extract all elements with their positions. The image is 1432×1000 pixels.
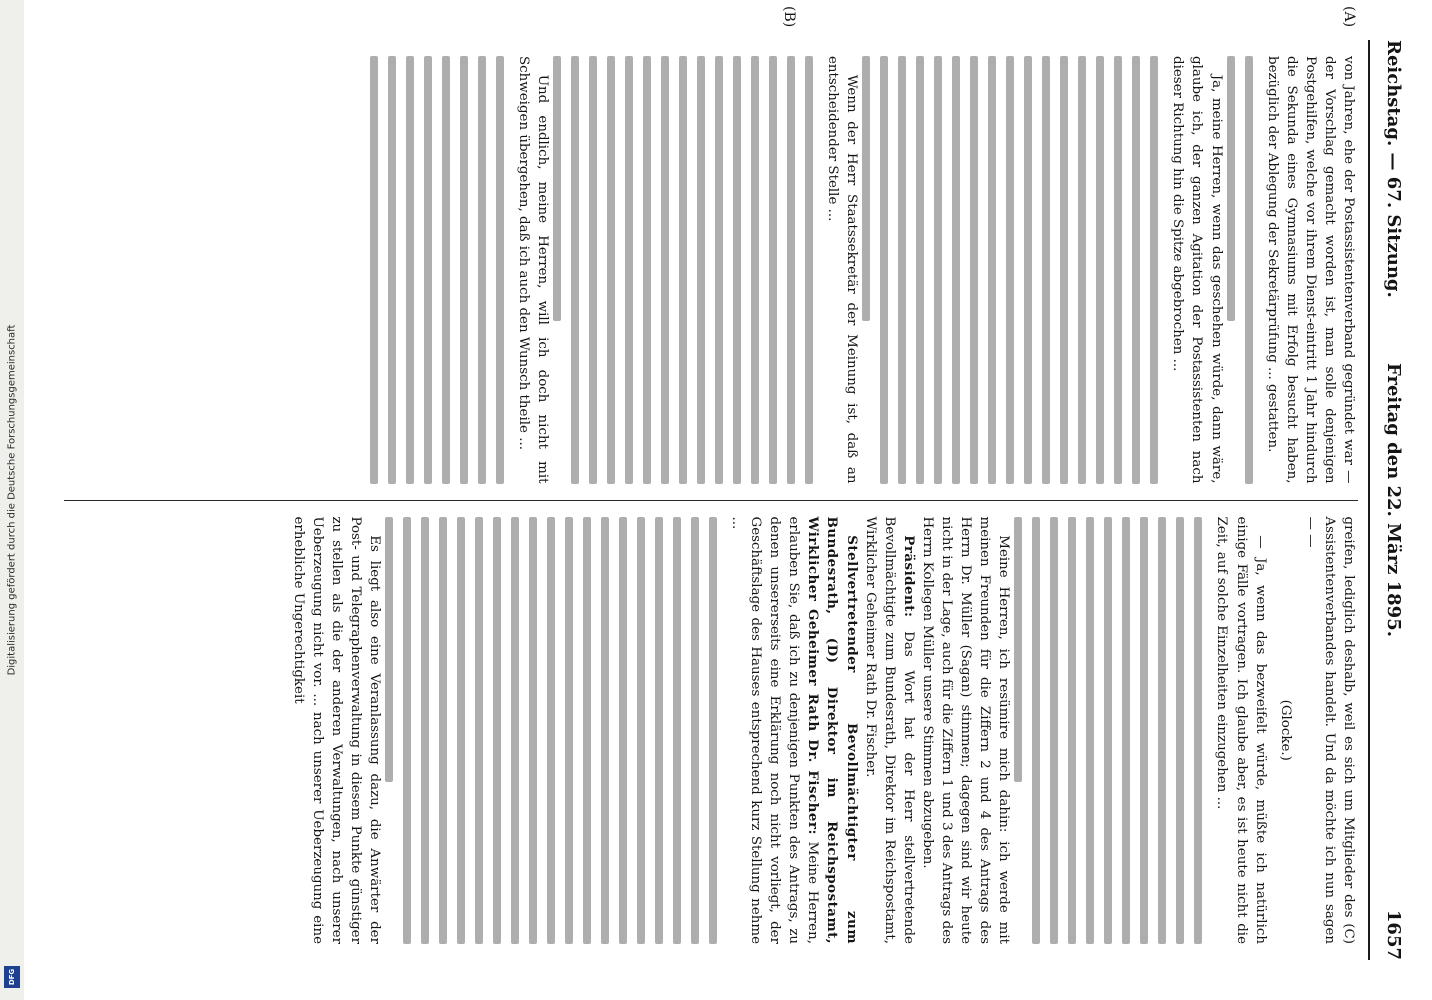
- illegible-line: [406, 56, 414, 484]
- illegible-line: [475, 517, 483, 945]
- left-column: [64, 6, 1358, 500]
- left-paragraph-1: von Jahren, ehe der Postassistentenverband gegründet war — der Vorschlag gemacht worden ist, man solle denjenigen Postgehilfen, welche vor ihrem Dienst-eintritt 1 Jahr hindurch die Sekunda eines Gymnasiums mit Erfolg besucht haben, bezüglich der Ablegung der Sekretärprüfung ... gestatten.: [1264, 56, 1356, 484]
- illegible-line: [679, 56, 687, 484]
- right-paragraph-1: greifen, lediglich deshalb, weil es sich um Mitglieder des (C) Assistentenverbandes handelt. Und da möchte ich nun sagen — —: [1302, 516, 1356, 944]
- illegible-line: [709, 517, 717, 945]
- illegible-line: [1104, 517, 1112, 945]
- margin-marker-b: (B): [781, 6, 797, 28]
- illegible-line: [1078, 56, 1086, 484]
- illegible-line: [691, 517, 699, 945]
- right-column: [64, 501, 1358, 961]
- header-date: Freitag den 22. März 1895.: [1383, 363, 1404, 637]
- illegible-line: [1060, 56, 1068, 484]
- illegible-line: [424, 56, 432, 484]
- right-paragraph-end: Es liegt also eine Veranlassung dazu, die Anwärter der Post- und Telegraphenverwaltung in diesem Punkte günstiger zu stellen als die der anderen Verwaltungen, nach unserer Ueberzeugung nicht vor. ... nach unserer Ueberzeugung eine erhebliche Ungerechtigkeit: [290, 516, 382, 944]
- illegible-line: [442, 56, 450, 484]
- page-number: 1657: [1383, 909, 1404, 960]
- illegible-line: [1024, 56, 1032, 484]
- right-paragraph-3: Meine Herren, ich resümire mich dahin: ich werde mit meinen Freunden für die Ziffern 2 und 4 des Antrags des Herrn Dr. Müller (Sagan) stimmen; dagegen sind wir heute nicht in der Lage, auch für die Ziffern 1 und 3 des Antrags des Herrn Kollegen Müller unsere Stimmen abzugeben.: [919, 516, 1012, 944]
- illegible-line: [607, 56, 615, 484]
- illegible-line: [1006, 56, 1014, 484]
- illegible-line: [571, 56, 579, 484]
- digitization-note: Digitalisierung gefördert durch die Deutsche Forschungsgemeinschaft: [6, 324, 18, 676]
- speech-president: [861, 517, 918, 945]
- illegible-line: [1176, 517, 1184, 945]
- speaker-fischer: Stellvertretender Bevollmächtigter zum Bundesrath, (D) Direktor im Reichspostamt, Wirklicher Geheimer Rath Dr. Fischer:: [805, 516, 860, 944]
- illegible-line: [1068, 517, 1076, 945]
- dfg-logo: [4, 966, 20, 988]
- illegible-line: [988, 56, 996, 484]
- speaker-president: Präsident:: [900, 535, 917, 618]
- illegible-line: [1245, 56, 1253, 484]
- illegible-line: [1158, 517, 1166, 945]
- illegible-line: [1122, 517, 1130, 945]
- illegible-line: [805, 56, 813, 484]
- illegible-line: [511, 517, 519, 945]
- dfg-logo-text: DFG: [8, 968, 16, 986]
- illegible-line: [1042, 56, 1050, 484]
- left-paragraph-3: Wenn der Herr Staatssekretär der Meinung ist, daß an entscheidender Stelle ...: [825, 56, 860, 484]
- page-header: [1368, 40, 1416, 960]
- illegible-line: [970, 56, 978, 484]
- illegible-line: [787, 56, 795, 484]
- speech-president-text: Das Wort hat der Herr stellvertretende Bevollmächtigte zum Bundesrath, Direktor im Reichspostamt, Wirklicher Geheimer Rath Dr. Fischer.: [862, 516, 916, 944]
- illegible-line: [478, 56, 486, 484]
- illegible-line: [565, 517, 573, 945]
- illegible-line: [1032, 517, 1040, 945]
- illegible-line: [589, 56, 597, 484]
- illegible-line: [496, 56, 504, 484]
- illegible-line: [583, 517, 591, 945]
- illegible-line: [898, 56, 906, 484]
- header-session: Reichstag. — 67. Sitzung.: [1383, 40, 1404, 298]
- rotated-page-content: [24, 0, 1432, 1000]
- margin-marker-a: (A): [1341, 6, 1357, 28]
- illegible-line: [952, 56, 960, 484]
- illegible-line: [697, 56, 705, 484]
- bell-note: (Glocke.): [1277, 699, 1293, 761]
- illegible-line: [529, 517, 537, 945]
- illegible-line: [880, 56, 888, 484]
- illegible-line: [421, 517, 429, 945]
- right-paragraph-2: — Ja, wenn das bezweifelt würde, müßte ich natürlich einige Fälle vortragen. Ich glaube aber, es ist heute nicht die Zeit, auf solche Einzelheiten einzugehen ...: [1214, 516, 1268, 944]
- scanned-page: [24, 0, 1432, 1000]
- illegible-line: [862, 56, 870, 321]
- speech-fischer-text: Meine Herren, erlauben Sie, daß ich zu denjenigen Punkten des Antrags, zu denen unsererseits eine Erklärung noch nicht vorliegt, der Geschäftslage des Hauses entsprechend kurz Stellung nehme ...: [729, 516, 821, 944]
- illegible-line: [388, 56, 396, 484]
- illegible-line: [1132, 56, 1140, 484]
- illegible-line: [385, 517, 393, 782]
- illegible-line: [1086, 517, 1094, 945]
- illegible-line: [655, 517, 663, 945]
- text-columns: [64, 6, 1358, 960]
- illegible-line: [460, 56, 468, 484]
- illegible-line: [493, 517, 501, 945]
- illegible-line: [1140, 517, 1148, 945]
- illegible-line: [553, 56, 561, 321]
- illegible-line: [439, 517, 447, 945]
- left-paragraph-4: Und endlich, meine Herren, will ich doch nicht mit Schweigen übergehen, daß ich auch den Wunsch theile ...: [515, 56, 551, 484]
- illegible-line: [1096, 56, 1104, 484]
- illegible-line: [625, 56, 633, 484]
- illegible-line: [661, 56, 669, 484]
- illegible-line: [769, 56, 777, 484]
- illegible-line: [1194, 517, 1202, 945]
- illegible-line: [601, 517, 609, 945]
- illegible-line: [751, 56, 759, 484]
- illegible-line: [619, 517, 627, 945]
- illegible-line: [733, 56, 741, 484]
- illegible-line: [403, 517, 411, 945]
- illegible-line: [916, 56, 924, 484]
- illegible-line: [934, 56, 942, 484]
- illegible-line: [1114, 56, 1122, 484]
- illegible-line: [1227, 56, 1235, 321]
- illegible-line: [643, 56, 651, 484]
- illegible-line: [1014, 517, 1022, 782]
- margin-strip: [0, 0, 25, 1000]
- illegible-line: [370, 56, 378, 484]
- speech-fischer: [727, 517, 861, 945]
- illegible-line: [715, 56, 723, 484]
- illegible-line: [1050, 517, 1058, 945]
- left-paragraph-2: Ja, meine Herren, wenn das geschehen würde, dann wäre, glaube ich, der ganzen Agitation der Postassistenten nach dieser Richtung hin die Spitze abgebrochen ...: [1170, 56, 1224, 484]
- illegible-line: [637, 517, 645, 945]
- illegible-line: [1150, 56, 1158, 484]
- illegible-line: [457, 517, 465, 945]
- illegible-line: [673, 517, 681, 945]
- illegible-line: [547, 517, 555, 945]
